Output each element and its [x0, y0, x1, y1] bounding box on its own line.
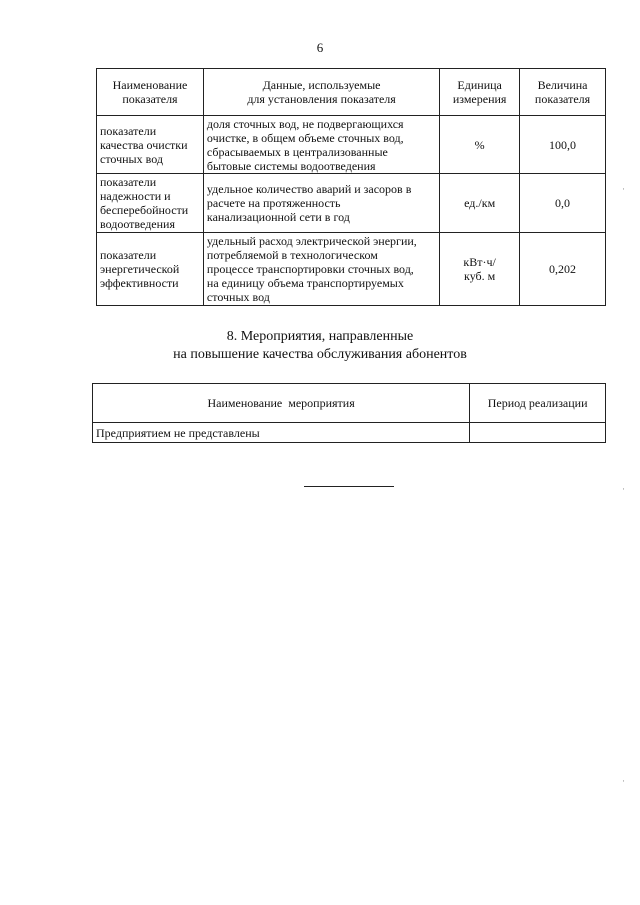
section-title-line: на повышение качества обслуживания абонентов [173, 347, 467, 362]
measures-table [92, 383, 606, 443]
measures-header-row [93, 384, 606, 423]
indicators-table [96, 68, 606, 306]
page-number: 6 [316, 40, 324, 55]
indicators-header-row [97, 69, 606, 116]
table-row [97, 116, 606, 174]
indicator-unit-cell: кВт·ч/ куб. м [440, 233, 520, 306]
measure-period-cell [470, 423, 606, 443]
closing-rule [304, 486, 394, 487]
indicator-data-cell: доля сточных вод, не подвергающихся очистке, в общем объеме сточных вод, сбрасываемых в централизованные бытовые системы водоотведения [203, 116, 439, 174]
table-row [97, 233, 606, 306]
indicator-unit-cell: ед./км [440, 174, 520, 233]
indicator-value-cell: 0,0 [520, 174, 606, 233]
indicator-name-cell: показатели надежности и бесперебойности водоотведения [97, 174, 204, 233]
margin-mark: · [622, 776, 625, 786]
header-indicator-data: Данные, используемые для установления показателя [203, 69, 439, 116]
header-measure-name: Наименование мероприятия [93, 384, 470, 423]
indicator-data-cell: удельный расход электрической энергии, потребляемой в технологическом процессе транспортировки сточных вод, на единицу объема транспортируемых сточных вод [203, 233, 439, 306]
section-heading [0, 328, 640, 364]
table-row [97, 174, 606, 233]
table-row [93, 423, 606, 443]
indicator-value-cell: 100,0 [520, 116, 606, 174]
indicator-data-cell: удельное количество аварий и засоров в расчете на протяженность канализационной сети в год [203, 174, 439, 233]
indicator-unit-cell: % [440, 116, 520, 174]
margin-mark: · [622, 184, 625, 194]
header-indicator-name: Наименование показателя [97, 69, 204, 116]
header-unit: Единица измерения [440, 69, 520, 116]
section-title-line: 8. Мероприятия, направленные [226, 329, 414, 344]
margin-mark: · [622, 484, 625, 494]
indicator-value-cell: 0,202 [520, 233, 606, 306]
indicator-name-cell: показатели качества очистки сточных вод [97, 116, 204, 174]
header-period: Период реализации [470, 384, 606, 423]
indicator-name-cell: показатели энергетической эффективности [97, 233, 204, 306]
measure-name-cell: Предприятием не представлены [93, 423, 470, 443]
header-value: Величина показателя [520, 69, 606, 116]
